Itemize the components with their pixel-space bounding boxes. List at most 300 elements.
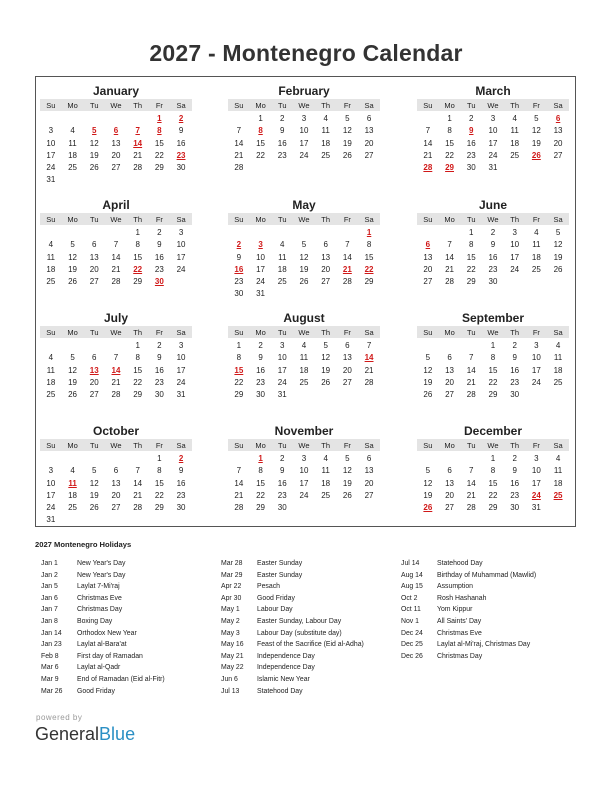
day-cell[interactable]: 2 bbox=[157, 228, 162, 237]
day-cell[interactable]: 24 bbox=[46, 503, 56, 513]
day-cell[interactable]: 9 bbox=[280, 126, 285, 136]
day-cell[interactable]: 15 bbox=[256, 138, 265, 148]
day-cell[interactable]: 11 bbox=[46, 252, 55, 262]
day-cell[interactable]: 29 bbox=[488, 503, 498, 513]
day-cell[interactable]: 23 bbox=[510, 377, 520, 387]
day-cell[interactable]: 28 bbox=[133, 503, 143, 513]
day-cell[interactable]: 27 bbox=[342, 377, 352, 387]
day-cell[interactable]: 26 bbox=[89, 163, 99, 173]
day-cell[interactable]: 14 bbox=[234, 478, 244, 488]
day-cell[interactable]: 5 bbox=[70, 353, 75, 363]
day-cell[interactable]: 19 bbox=[423, 377, 433, 387]
day-cell[interactable]: 12 bbox=[89, 138, 99, 148]
day-cell[interactable]: 26 bbox=[89, 503, 99, 513]
day-cell[interactable]: 29 bbox=[133, 390, 143, 400]
day-cell[interactable]: 10 bbox=[46, 478, 56, 488]
day-cell[interactable]: 7 bbox=[469, 353, 474, 363]
day-cell[interactable]: 13 bbox=[423, 252, 433, 262]
day-cell[interactable]: 9 bbox=[157, 240, 162, 250]
day-cell[interactable]: 20 bbox=[423, 264, 433, 274]
day-cell[interactable]: 4 bbox=[301, 341, 307, 350]
day-cell[interactable]: 2 bbox=[280, 454, 285, 463]
holiday-day-cell[interactable]: 14 bbox=[364, 353, 374, 363]
day-cell[interactable]: 15 bbox=[364, 252, 374, 262]
day-cell[interactable]: 28 bbox=[133, 163, 143, 173]
day-cell[interactable]: 22 bbox=[256, 150, 265, 160]
holiday-day-cell[interactable]: 7 bbox=[135, 126, 140, 136]
day-cell[interactable]: 6 bbox=[366, 454, 372, 463]
day-cell[interactable]: 15 bbox=[133, 365, 143, 375]
day-cell[interactable]: 10 bbox=[256, 252, 265, 262]
day-cell[interactable]: 15 bbox=[488, 478, 498, 488]
day-cell[interactable]: 31 bbox=[277, 390, 287, 400]
day-cell[interactable]: 12 bbox=[423, 365, 433, 375]
day-cell[interactable]: 23 bbox=[154, 264, 164, 274]
day-cell[interactable]: 27 bbox=[445, 503, 454, 513]
day-cell[interactable]: 10 bbox=[176, 353, 186, 363]
day-cell[interactable]: 7 bbox=[366, 341, 372, 350]
day-cell[interactable]: 17 bbox=[176, 365, 186, 375]
day-cell[interactable]: 9 bbox=[178, 466, 184, 476]
day-cell[interactable]: 26 bbox=[68, 277, 77, 287]
day-cell[interactable]: 18 bbox=[553, 365, 563, 375]
holiday-day-cell[interactable]: 1 bbox=[366, 228, 372, 237]
day-cell[interactable]: 9 bbox=[236, 252, 242, 262]
day-cell[interactable]: 30 bbox=[154, 390, 164, 400]
day-cell[interactable]: 10 bbox=[531, 353, 541, 363]
day-cell[interactable]: 12 bbox=[68, 252, 77, 262]
day-cell[interactable]: 28 bbox=[364, 377, 374, 387]
day-cell[interactable]: 7 bbox=[135, 466, 140, 476]
day-cell[interactable]: 27 bbox=[364, 490, 374, 500]
day-cell[interactable]: 13 bbox=[111, 478, 121, 488]
day-cell[interactable]: 14 bbox=[466, 478, 476, 488]
day-cell[interactable]: 8 bbox=[490, 353, 496, 363]
day-cell[interactable]: 15 bbox=[445, 138, 454, 148]
day-cell[interactable]: 2 bbox=[157, 341, 162, 350]
holiday-day-cell[interactable]: 6 bbox=[113, 126, 119, 136]
holiday-day-cell[interactable]: 22 bbox=[133, 264, 143, 274]
day-cell[interactable]: 24 bbox=[299, 150, 309, 160]
day-cell[interactable]: 19 bbox=[531, 138, 541, 148]
day-cell[interactable]: 28 bbox=[234, 163, 244, 173]
day-cell[interactable]: 22 bbox=[154, 490, 164, 500]
day-cell[interactable]: 27 bbox=[445, 390, 454, 400]
day-cell[interactable]: 23 bbox=[176, 490, 186, 500]
day-cell[interactable]: 3 bbox=[534, 454, 539, 463]
day-cell[interactable]: 18 bbox=[46, 264, 56, 274]
day-cell[interactable]: 11 bbox=[278, 252, 287, 262]
day-cell[interactable]: 20 bbox=[89, 264, 99, 274]
day-cell[interactable]: 4 bbox=[512, 114, 517, 123]
day-cell[interactable]: 6 bbox=[366, 114, 372, 123]
day-cell[interactable]: 14 bbox=[111, 252, 121, 262]
day-cell[interactable]: 22 bbox=[488, 377, 498, 387]
day-cell[interactable]: 24 bbox=[531, 377, 541, 387]
day-cell[interactable]: 6 bbox=[113, 466, 119, 476]
day-cell[interactable]: 12 bbox=[321, 353, 331, 363]
day-cell[interactable]: 11 bbox=[299, 353, 309, 363]
day-cell[interactable]: 13 bbox=[342, 353, 352, 363]
day-cell[interactable]: 26 bbox=[299, 277, 309, 287]
day-cell[interactable]: 8 bbox=[135, 240, 140, 250]
day-cell[interactable]: 17 bbox=[46, 490, 56, 500]
day-cell[interactable]: 19 bbox=[89, 150, 99, 160]
day-cell[interactable]: 2 bbox=[490, 228, 496, 237]
holiday-day-cell[interactable]: 8 bbox=[258, 126, 263, 136]
day-cell[interactable]: 8 bbox=[447, 126, 452, 136]
day-cell[interactable]: 3 bbox=[534, 341, 539, 350]
day-cell[interactable]: 15 bbox=[154, 478, 164, 488]
day-cell[interactable]: 30 bbox=[176, 503, 186, 513]
day-cell[interactable]: 30 bbox=[277, 503, 287, 513]
day-cell[interactable]: 12 bbox=[553, 240, 563, 250]
day-cell[interactable]: 28 bbox=[342, 277, 352, 287]
day-cell[interactable]: 14 bbox=[445, 252, 454, 262]
day-cell[interactable]: 12 bbox=[342, 126, 352, 136]
day-cell[interactable]: 18 bbox=[321, 138, 331, 148]
day-cell[interactable]: 27 bbox=[89, 277, 99, 287]
day-cell[interactable]: 24 bbox=[176, 264, 186, 274]
day-cell[interactable]: 17 bbox=[531, 365, 541, 375]
day-cell[interactable]: 30 bbox=[510, 503, 520, 513]
day-cell[interactable]: 17 bbox=[277, 365, 287, 375]
day-cell[interactable]: 3 bbox=[301, 114, 307, 123]
day-cell[interactable]: 5 bbox=[555, 228, 561, 237]
day-cell[interactable]: 31 bbox=[46, 175, 56, 185]
holiday-day-cell[interactable]: 29 bbox=[445, 163, 454, 173]
day-cell[interactable]: 15 bbox=[488, 365, 498, 375]
day-cell[interactable]: 17 bbox=[256, 264, 265, 274]
day-cell[interactable]: 13 bbox=[553, 126, 563, 136]
day-cell[interactable]: 3 bbox=[280, 341, 285, 350]
day-cell[interactable]: 14 bbox=[133, 478, 143, 488]
holiday-day-cell[interactable]: 8 bbox=[157, 126, 162, 136]
day-cell[interactable]: 28 bbox=[445, 277, 454, 287]
day-cell[interactable]: 30 bbox=[466, 163, 476, 173]
holiday-day-cell[interactable]: 23 bbox=[176, 150, 186, 160]
day-cell[interactable]: 31 bbox=[176, 390, 186, 400]
day-cell[interactable]: 12 bbox=[342, 466, 352, 476]
day-cell[interactable]: 4 bbox=[323, 114, 328, 123]
day-cell[interactable]: 27 bbox=[111, 503, 121, 513]
day-cell[interactable]: 31 bbox=[531, 503, 541, 513]
holiday-day-cell[interactable]: 2 bbox=[178, 454, 184, 463]
holiday-day-cell[interactable]: 9 bbox=[469, 126, 474, 136]
day-cell[interactable]: 18 bbox=[321, 478, 331, 488]
day-cell[interactable]: 22 bbox=[234, 377, 244, 387]
day-cell[interactable]: 12 bbox=[68, 365, 77, 375]
day-cell[interactable]: 3 bbox=[301, 454, 307, 463]
day-cell[interactable]: 28 bbox=[234, 503, 244, 513]
day-cell[interactable]: 14 bbox=[234, 138, 244, 148]
holiday-day-cell[interactable]: 26 bbox=[531, 150, 541, 160]
day-cell[interactable]: 12 bbox=[89, 478, 99, 488]
day-cell[interactable]: 8 bbox=[135, 353, 140, 363]
day-cell[interactable]: 23 bbox=[154, 377, 164, 387]
day-cell[interactable]: 16 bbox=[488, 252, 498, 262]
day-cell[interactable]: 25 bbox=[321, 490, 331, 500]
day-cell[interactable]: 26 bbox=[342, 490, 352, 500]
day-cell[interactable]: 24 bbox=[277, 377, 287, 387]
day-cell[interactable]: 6 bbox=[447, 466, 452, 476]
holiday-day-cell[interactable]: 30 bbox=[154, 277, 164, 287]
day-cell[interactable]: 10 bbox=[510, 240, 520, 250]
holiday-day-cell[interactable]: 2 bbox=[236, 240, 242, 250]
day-cell[interactable]: 1 bbox=[258, 114, 263, 123]
day-cell[interactable]: 21 bbox=[364, 365, 374, 375]
day-cell[interactable]: 14 bbox=[466, 365, 476, 375]
day-cell[interactable]: 5 bbox=[92, 466, 97, 476]
day-cell[interactable]: 9 bbox=[178, 126, 184, 136]
day-cell[interactable]: 2 bbox=[512, 454, 517, 463]
day-cell[interactable]: 23 bbox=[466, 150, 476, 160]
day-cell[interactable]: 27 bbox=[89, 390, 99, 400]
day-cell[interactable]: 21 bbox=[133, 490, 143, 500]
day-cell[interactable]: 8 bbox=[236, 353, 242, 363]
day-cell[interactable]: 21 bbox=[133, 150, 143, 160]
holiday-day-cell[interactable]: 21 bbox=[342, 264, 352, 274]
day-cell[interactable]: 6 bbox=[323, 240, 328, 250]
day-cell[interactable]: 25 bbox=[531, 264, 541, 274]
day-cell[interactable]: 24 bbox=[510, 264, 520, 274]
day-cell[interactable]: 9 bbox=[157, 353, 162, 363]
day-cell[interactable]: 5 bbox=[425, 466, 431, 476]
day-cell[interactable]: 15 bbox=[154, 138, 164, 148]
day-cell[interactable]: 24 bbox=[256, 277, 265, 287]
day-cell[interactable]: 2 bbox=[512, 341, 517, 350]
day-cell[interactable]: 25 bbox=[510, 150, 520, 160]
day-cell[interactable]: 10 bbox=[299, 466, 309, 476]
day-cell[interactable]: 25 bbox=[277, 277, 287, 287]
day-cell[interactable]: 29 bbox=[466, 277, 476, 287]
day-cell[interactable]: 27 bbox=[423, 277, 433, 287]
day-cell[interactable]: 2 bbox=[280, 114, 285, 123]
day-cell[interactable]: 6 bbox=[92, 353, 97, 363]
day-cell[interactable]: 17 bbox=[531, 478, 541, 488]
day-cell[interactable]: 17 bbox=[46, 150, 56, 160]
day-cell[interactable]: 17 bbox=[176, 252, 186, 262]
day-cell[interactable]: 1 bbox=[236, 341, 242, 350]
day-cell[interactable]: 5 bbox=[425, 353, 431, 363]
day-cell[interactable]: 13 bbox=[445, 478, 454, 488]
holiday-day-cell[interactable]: 2 bbox=[178, 114, 184, 123]
day-cell[interactable]: 28 bbox=[466, 503, 476, 513]
day-cell[interactable]: 20 bbox=[445, 490, 454, 500]
day-cell[interactable]: 22 bbox=[466, 264, 476, 274]
day-cell[interactable]: 9 bbox=[490, 240, 496, 250]
brand-logo[interactable] bbox=[35, 724, 135, 745]
day-cell[interactable]: 15 bbox=[256, 478, 265, 488]
day-cell[interactable]: 22 bbox=[256, 490, 265, 500]
day-cell[interactable]: 3 bbox=[512, 228, 517, 237]
day-cell[interactable]: 13 bbox=[321, 252, 331, 262]
holiday-day-cell[interactable]: 6 bbox=[555, 114, 561, 123]
day-cell[interactable]: 5 bbox=[345, 114, 350, 123]
day-cell[interactable]: 7 bbox=[447, 240, 452, 250]
day-cell[interactable]: 18 bbox=[46, 377, 56, 387]
day-cell[interactable]: 10 bbox=[277, 353, 287, 363]
day-cell[interactable]: 25 bbox=[68, 503, 77, 513]
day-cell[interactable]: 5 bbox=[301, 240, 307, 250]
day-cell[interactable]: 2 bbox=[469, 114, 474, 123]
day-cell[interactable]: 23 bbox=[488, 264, 498, 274]
day-cell[interactable]: 22 bbox=[154, 150, 164, 160]
day-cell[interactable]: 19 bbox=[321, 365, 331, 375]
day-cell[interactable]: 8 bbox=[258, 466, 263, 476]
day-cell[interactable]: 20 bbox=[321, 264, 331, 274]
day-cell[interactable]: 10 bbox=[488, 126, 498, 136]
day-cell[interactable]: 19 bbox=[68, 377, 77, 387]
day-cell[interactable]: 19 bbox=[423, 490, 433, 500]
day-cell[interactable]: 18 bbox=[531, 252, 541, 262]
day-cell[interactable]: 17 bbox=[299, 478, 309, 488]
day-cell[interactable]: 25 bbox=[46, 390, 56, 400]
day-cell[interactable]: 7 bbox=[236, 466, 242, 476]
day-cell[interactable]: 18 bbox=[68, 150, 77, 160]
day-cell[interactable]: 9 bbox=[512, 466, 517, 476]
day-cell[interactable]: 17 bbox=[510, 252, 520, 262]
day-cell[interactable]: 21 bbox=[111, 377, 121, 387]
day-cell[interactable]: 10 bbox=[299, 126, 309, 136]
day-cell[interactable]: 16 bbox=[466, 138, 476, 148]
day-cell[interactable]: 2 bbox=[258, 341, 263, 350]
day-cell[interactable]: 7 bbox=[345, 240, 350, 250]
day-cell[interactable]: 4 bbox=[48, 240, 54, 250]
day-cell[interactable]: 20 bbox=[111, 490, 121, 500]
day-cell[interactable]: 13 bbox=[111, 138, 121, 148]
holiday-day-cell[interactable]: 24 bbox=[531, 490, 541, 500]
holiday-day-cell[interactable]: 28 bbox=[423, 163, 433, 173]
day-cell[interactable]: 28 bbox=[466, 390, 476, 400]
day-cell[interactable]: 3 bbox=[490, 114, 496, 123]
day-cell[interactable]: 4 bbox=[70, 126, 75, 136]
day-cell[interactable]: 3 bbox=[48, 466, 54, 476]
day-cell[interactable]: 1 bbox=[490, 341, 496, 350]
day-cell[interactable]: 5 bbox=[323, 341, 328, 350]
holiday-day-cell[interactable]: 1 bbox=[157, 114, 162, 123]
day-cell[interactable]: 25 bbox=[321, 150, 331, 160]
day-cell[interactable]: 30 bbox=[256, 390, 265, 400]
day-cell[interactable]: 12 bbox=[531, 126, 541, 136]
day-cell[interactable]: 27 bbox=[321, 277, 331, 287]
day-cell[interactable]: 4 bbox=[555, 454, 561, 463]
day-cell[interactable]: 26 bbox=[342, 150, 352, 160]
day-cell[interactable]: 1 bbox=[157, 454, 162, 463]
day-cell[interactable]: 1 bbox=[469, 228, 474, 237]
day-cell[interactable]: 16 bbox=[256, 365, 265, 375]
day-cell[interactable]: 4 bbox=[48, 353, 54, 363]
day-cell[interactable]: 27 bbox=[364, 150, 374, 160]
holiday-day-cell[interactable]: 13 bbox=[89, 365, 99, 375]
day-cell[interactable]: 7 bbox=[469, 466, 474, 476]
day-cell[interactable]: 25 bbox=[68, 163, 77, 173]
day-cell[interactable]: 16 bbox=[176, 478, 186, 488]
day-cell[interactable]: 20 bbox=[364, 478, 374, 488]
day-cell[interactable]: 29 bbox=[154, 503, 164, 513]
day-cell[interactable]: 23 bbox=[277, 150, 287, 160]
day-cell[interactable]: 26 bbox=[321, 377, 331, 387]
day-cell[interactable]: 29 bbox=[133, 277, 143, 287]
holiday-day-cell[interactable]: 22 bbox=[364, 264, 374, 274]
day-cell[interactable]: 6 bbox=[92, 240, 97, 250]
day-cell[interactable]: 29 bbox=[234, 390, 244, 400]
day-cell[interactable]: 19 bbox=[299, 264, 309, 274]
day-cell[interactable]: 29 bbox=[364, 277, 374, 287]
day-cell[interactable]: 24 bbox=[176, 377, 186, 387]
day-cell[interactable]: 31 bbox=[46, 515, 56, 525]
day-cell[interactable]: 15 bbox=[133, 252, 143, 262]
day-cell[interactable]: 20 bbox=[364, 138, 374, 148]
day-cell[interactable]: 26 bbox=[553, 264, 563, 274]
holiday-day-cell[interactable]: 16 bbox=[234, 264, 244, 274]
day-cell[interactable]: 20 bbox=[445, 377, 454, 387]
day-cell[interactable]: 20 bbox=[89, 377, 99, 387]
day-cell[interactable]: 24 bbox=[488, 150, 498, 160]
day-cell[interactable]: 16 bbox=[510, 365, 520, 375]
day-cell[interactable]: 7 bbox=[236, 126, 242, 136]
day-cell[interactable]: 11 bbox=[532, 240, 541, 250]
day-cell[interactable]: 8 bbox=[366, 240, 372, 250]
holiday-day-cell[interactable]: 5 bbox=[92, 126, 97, 136]
holiday-day-cell[interactable]: 14 bbox=[111, 365, 121, 375]
day-cell[interactable]: 11 bbox=[68, 138, 77, 148]
day-cell[interactable]: 1 bbox=[447, 114, 452, 123]
holiday-day-cell[interactable]: 1 bbox=[258, 454, 263, 463]
day-cell[interactable]: 4 bbox=[555, 341, 561, 350]
day-cell[interactable]: 4 bbox=[534, 228, 539, 237]
holiday-day-cell[interactable]: 11 bbox=[68, 478, 77, 488]
day-cell[interactable]: 21 bbox=[234, 490, 244, 500]
day-cell[interactable]: 26 bbox=[68, 390, 77, 400]
day-cell[interactable]: 25 bbox=[299, 377, 309, 387]
day-cell[interactable]: 11 bbox=[553, 353, 563, 363]
day-cell[interactable]: 8 bbox=[469, 240, 474, 250]
day-cell[interactable]: 14 bbox=[342, 252, 352, 262]
day-cell[interactable]: 16 bbox=[154, 365, 164, 375]
day-cell[interactable]: 14 bbox=[423, 138, 433, 148]
day-cell[interactable]: 16 bbox=[154, 252, 164, 262]
day-cell[interactable]: 13 bbox=[445, 365, 454, 375]
day-cell[interactable]: 30 bbox=[234, 289, 244, 299]
day-cell[interactable]: 9 bbox=[280, 466, 285, 476]
day-cell[interactable]: 16 bbox=[510, 478, 520, 488]
day-cell[interactable]: 1 bbox=[490, 454, 496, 463]
day-cell[interactable]: 21 bbox=[111, 264, 121, 274]
day-cell[interactable]: 27 bbox=[553, 150, 563, 160]
day-cell[interactable]: 3 bbox=[48, 126, 54, 136]
day-cell[interactable]: 13 bbox=[364, 466, 374, 476]
holiday-day-cell[interactable]: 6 bbox=[425, 240, 431, 250]
day-cell[interactable]: 7 bbox=[113, 240, 119, 250]
day-cell[interactable]: 20 bbox=[553, 138, 563, 148]
day-cell[interactable]: 29 bbox=[256, 503, 265, 513]
day-cell[interactable]: 3 bbox=[178, 228, 184, 237]
day-cell[interactable]: 24 bbox=[46, 163, 56, 173]
day-cell[interactable]: 4 bbox=[323, 454, 328, 463]
day-cell[interactable]: 21 bbox=[466, 377, 476, 387]
day-cell[interactable]: 11 bbox=[321, 466, 330, 476]
day-cell[interactable]: 5 bbox=[534, 114, 539, 123]
day-cell[interactable]: 29 bbox=[154, 163, 164, 173]
day-cell[interactable]: 17 bbox=[299, 138, 309, 148]
day-cell[interactable]: 16 bbox=[277, 138, 287, 148]
day-cell[interactable]: 29 bbox=[488, 390, 498, 400]
holiday-day-cell[interactable]: 14 bbox=[133, 138, 143, 148]
day-cell[interactable]: 8 bbox=[490, 466, 496, 476]
day-cell[interactable]: 26 bbox=[423, 390, 433, 400]
day-cell[interactable]: 19 bbox=[342, 138, 352, 148]
